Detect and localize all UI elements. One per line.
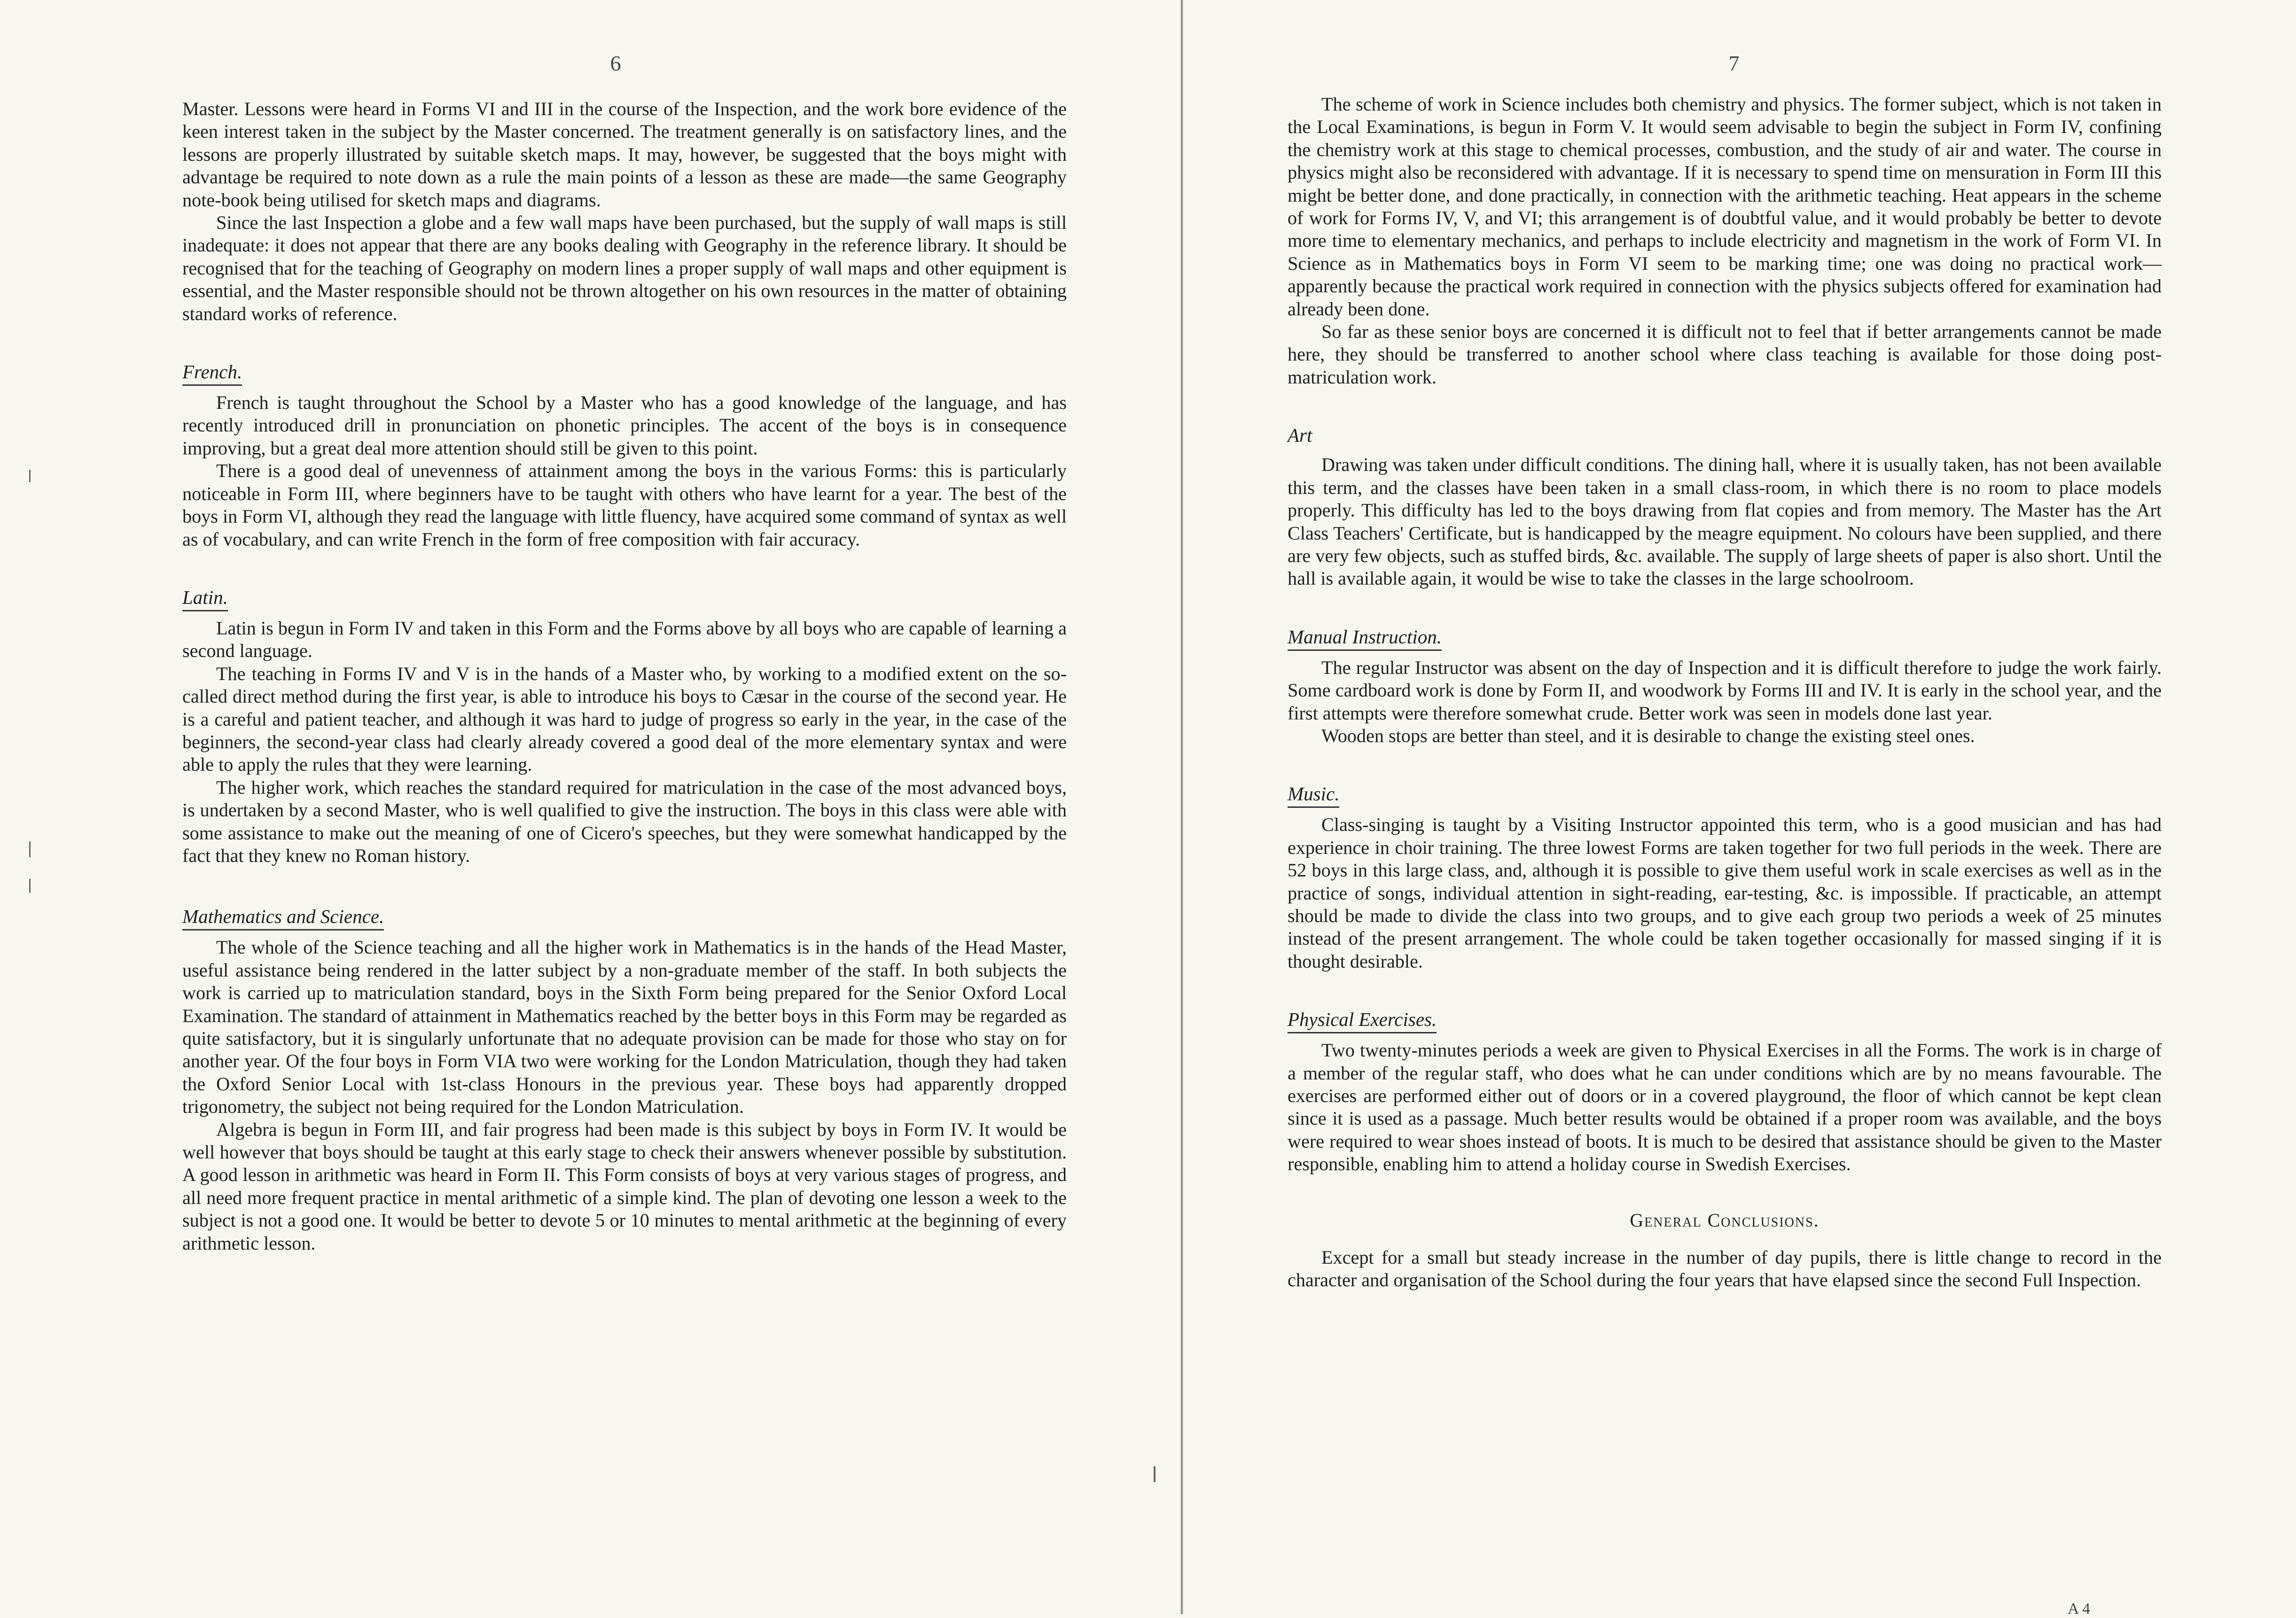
paragraph: There is a good deal of unevenness of attainment among the boys in the various Forms: this is particularly noticeable in Form III, where beginners have to be taught with others who have learnt for a year. The best of the boys in Form VI, although they read the language with little fluency, have acquired some command of syntax as well as of vocabulary, and can write French in the form of free composition with fair accuracy. bbox=[182, 460, 1067, 550]
paragraph: Wooden stops are better than steel, and it is desirable to change the existing steel ones. bbox=[1321, 725, 1975, 746]
signature-mark: A 4 bbox=[2068, 1600, 2091, 1618]
section-heading: General Conclusions. bbox=[1630, 1209, 1820, 1231]
paragraph: Two twenty-minutes periods a week are given to Physical Exercises in all the Forms. The work is in charge of a member of the regular staff, who does what he can under conditions which are by no means favourable. The exercises are performed either out of doors or in a covered playground, the floor of which cannot be kept clean since it is used as a passage. Much better results would be obtained if a proper room was available, and the boys were required to wear shoes instead of boots. It is much to be desired that assistance should be given to the Master responsible, enabling him to attend a holiday course in Swedish Exercises. bbox=[1288, 1040, 2162, 1175]
paragraph: Master. Lessons were heard in Forms VI and III in the course of the Inspection, and the work bore evidence of the keen interest taken in the subject by the Master concerned. The treatment generally is on satisfactory lines, and the lessons are properly illustrated by suitable sketch maps. It may, however, be suggested that the boys might with advantage be required to note down as a rule the main points of a lesson as these are made—the same Geography note-book being utilised for sketch maps and diagrams. bbox=[182, 98, 1067, 211]
paragraph: Algebra is begun in Form III, and fair progress had been made is this subject by boys in Form IV. It would be well however that boys should be taught at this early stage to check their answers whenever possible by substitution. A good lesson in arithmetic was heard in Form II. This Form consists of boys at very various stages of progress, and all need more frequent practice in mental arithmetic of a simple kind. The plan of devoting one lesson a week to the subject is not a good one. It would be better to devote 5 or 10 minutes to mental arithmetic at the beginning of every arithmetic lesson. bbox=[182, 1118, 1067, 1254]
section-mathematics-science bbox=[182, 905, 1067, 1255]
paragraph: The regular Instructor was absent on the day of Inspection and it is difficult therefore to judge the work fairly. Some cardboard work is done by Form II, and woodwork by Forms III and IV. It is early in the school year, and the first attempts were therefore somewhat crude. Better work was seen in models done last year. bbox=[1288, 657, 2162, 724]
section-music bbox=[1288, 782, 2162, 973]
section-latin bbox=[182, 586, 1067, 867]
section-heading: Music. bbox=[1288, 782, 1339, 808]
section-physical-exercises bbox=[1288, 1008, 2162, 1175]
scan-mark bbox=[29, 879, 31, 893]
paragraph: Class-singing is taught by a Visiting Instructor appointed this term, who is a good musician and has had experience in choir training. The three lowest Forms are taken together for two full periods in the week. There are 52 boys in this large class, and, although it is possible to give them useful work in scale exercises as well as in the practice of songs, individual attention in sight-reading, ear-testing, &c. is impossible. If practicable, an attempt should be made to divide the class into two groups, and to give each group two periods a week of 25 minutes instead of the present arrangement. The whole could be taken together occasionally for massed singing if it is thought desirable. bbox=[1288, 814, 2162, 972]
section-heading: Mathematics and Science. bbox=[182, 905, 384, 930]
paragraph: The higher work, which reaches the standard required for matriculation in the case of the most advanced boys, is undertaken by a second Master, who is well qualified to give the instruction. The boys in this class were able with some assistance to make out the meaning of one of Cicero's speeches, but they were somewhat handicapped by the fact that they knew no Roman history. bbox=[182, 776, 1067, 866]
right-page bbox=[1184, 0, 2296, 1618]
section-heading: Physical Exercises. bbox=[1288, 1008, 1437, 1033]
right-column bbox=[1288, 93, 2162, 1291]
section-art bbox=[1288, 423, 2162, 590]
section-heading: Art bbox=[1288, 424, 1312, 446]
paragraph: The scheme of work in Science includes both chemistry and physics. The former subject, which is not taken in the Local Examinations, is begun in Form V. It would seem advisable to begin the subject in Form IV, confining the chemistry work at this stage to chemical processes, combustion, and the study of air and water. The course in physics might also be reconsidered with advantage. If it is necessary to spend time on mensuration in Form III this might be better done, and done practically, in connection with the arithmetic teaching. Heat appears in the scheme of work for Forms IV, V, and VI; this arrangement is of doubtful value, and it would probably be better to devote more time to elementary mechanics, and perhaps to include electricity and magnetism in the work of Form VI. In Science as in Mathematics boys in Form VI seem to be marking time; one was doing no practical work—apparently because the practical work required in connection with the physics subjects offered for examination had already been done. bbox=[1288, 94, 2162, 320]
paragraph: Drawing was taken under difficult conditions. The dining hall, where it is usually taken, has not been available this term, and the classes have been taken in a small class-room, in which there is no room to place models properly. This difficulty has led to the boys drawing from flat copies and from memory. The Master has the Art Class Teachers' Certificate, but is handicapped by the meagre equipment. No colours have been supplied, and there are very few objects, such as stuffed birds, &c. available. The supply of large sheets of paper is also short. Until the hall is available again, it would be wise to take the classes in the large schoolroom. bbox=[1288, 454, 2162, 589]
scan-mark bbox=[1154, 1466, 1156, 1482]
page-number: 7 bbox=[1728, 51, 1740, 75]
section-manual-instruction bbox=[1288, 625, 2162, 748]
paragraph: The whole of the Science teaching and all the higher work in Mathematics is in the hands of the Head Master, useful assistance being rendered in the latter subject by a non-graduate member of the staff. In both subjects the work is carried up to matriculation standard, boys in the Sixth Form being prepared for the Senior Oxford Local Examination. The standard of attainment in Mathematics reached by the better boys in this Form may be regarded as quite satisfactory, but it is singularly unfortunate that no adequate provision can be made for those who stay on for another year. Of the four boys in Form VIA two were working for the London Matriculation, though they had taken the Oxford Senior Local with 1st-class Honours in the previous year. These boys had apparently dropped trigonometry, the subject not being required for the London Matriculation. bbox=[182, 937, 1067, 1118]
page-gutter bbox=[1180, 0, 1183, 1614]
section-heading: Manual Instruction. bbox=[1288, 625, 1442, 651]
section-general-conclusions bbox=[1288, 1209, 2162, 1292]
section-heading: Latin. bbox=[182, 586, 228, 611]
paragraph: The teaching in Forms IV and V is in the hands of a Master who, by working to a modified extent on the so-called direct method during the first year, is able to introduce his boys to Cæsar in the course of the second year. He is a careful and patient teacher, and although it was hard to judge of progress so early in the year, in the case of the beginners, the second-year class had clearly already covered a good deal of the more elementary syntax and were able to apply the rules that they were learning. bbox=[182, 663, 1067, 775]
paragraph: Except for a small but steady increase in the number of day pupils, there is little change to record in the character and organisation of the School during the four years that have elapsed since the second Full Inspection. bbox=[1288, 1246, 2162, 1291]
section-french bbox=[182, 360, 1067, 551]
page-number: 6 bbox=[610, 51, 621, 75]
paragraph: So far as these senior boys are concerned it is difficult not to feel that if better arrangements cannot be made here, they should be transferred to another school where class teaching is available for those doing post-matriculation work. bbox=[1288, 321, 2162, 388]
scan-mark bbox=[29, 470, 31, 482]
paragraph: French is taught throughout the School by a Master who has a good knowledge of the language, and has recently introduced drill in pronunciation on phonetic principles. The accent of the boys is in consequence improving, but a great deal more attention should still be given to this point. bbox=[182, 392, 1067, 459]
scan-mark bbox=[29, 841, 31, 857]
left-column bbox=[182, 98, 1067, 1255]
section-heading: French. bbox=[182, 360, 242, 386]
paragraph: Latin is begun in Form IV and taken in this Form and the Forms above by all boys who are capable of learning a second language. bbox=[182, 617, 1067, 662]
paragraph: Since the last Inspection a globe and a few wall maps have been purchased, but the supply of wall maps is still inadequate: it does not appear that there are any books dealing with Geography in the reference library. It should be recognised that for the teaching of Geography on modern lines a proper supply of wall maps and other equipment is essential, and the Master responsible should not be thrown altogether on his own resources in the matter of obtaining standard works of reference. bbox=[182, 212, 1067, 324]
